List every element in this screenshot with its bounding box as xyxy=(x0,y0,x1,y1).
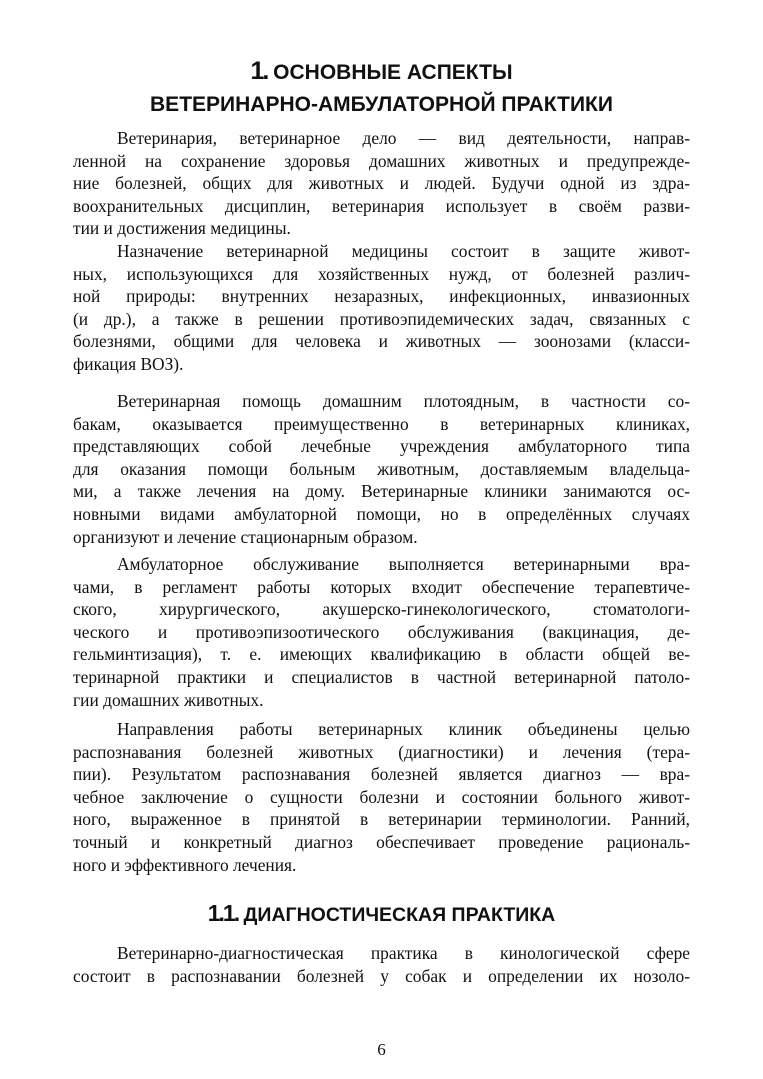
paragraph-line: ческого и противоэпизоотического обслуживания (вакцинация, де- xyxy=(73,621,690,642)
paragraph-line: болезнями, общими для человека и животных — зоонозами (класси- xyxy=(73,331,690,352)
paragraph-line: ных, использующихся для хозяйственных нужд, от болезней различ- xyxy=(73,263,690,284)
paragraph-line: ного, выраженное в принятой в ветеринарии терминологии. Ранний, xyxy=(73,809,690,830)
paragraph-line: чами, в регламент работы которых входит обеспечение терапевтиче- xyxy=(73,576,690,597)
paragraph-line: для оказания помощи больным животным, доставляемым владельца- xyxy=(73,458,690,479)
paragraph-line: ленной на сохранение здоровья домашних животных и предупрежде- xyxy=(73,150,690,171)
chapter-title xyxy=(73,55,690,121)
paragraph-4 xyxy=(73,553,690,711)
paragraph-line: новными видами амбулаторной помощи, но в определённых случаях xyxy=(73,503,690,524)
chapter-title-line-1 xyxy=(73,55,690,89)
paragraph-line: Назначение ветеринарной медицины состоит в защите живот- xyxy=(117,241,690,261)
paragraph-line: фикация ВОЗ). xyxy=(73,353,184,374)
paragraph-line: Направления работы ветеринарных клиник объединены целью xyxy=(117,719,690,739)
paragraph-1 xyxy=(73,127,690,240)
paragraph-line: гельминтизация), т. е. имеющих квалификацию в области общей ве- xyxy=(73,644,690,665)
paragraph-5 xyxy=(73,718,690,876)
paragraph-line: распознавания болезней животных (диагностики) и лечения (тера- xyxy=(73,741,690,762)
paragraph-line: чебное заключение о сущности болезни и состоянии больного живот- xyxy=(73,786,690,807)
paragraph-line: организуют и лечение стационарным образом. xyxy=(73,526,418,547)
paragraph-2 xyxy=(73,240,690,376)
paragraph-line: ского, хирургического, акушерско-гинекологического, стоматологи- xyxy=(73,599,690,620)
paragraph-line: ние болезней, общих для животных и людей. Будучи одной из здра- xyxy=(73,173,690,194)
chapter-number: 1. xyxy=(250,57,268,85)
chapter-title-line-2: ВЕТЕРИНАРНО-АМБУЛАТОРНОЙ ПРАКТИКИ xyxy=(150,93,613,116)
section-number: 1.1. xyxy=(207,900,239,926)
paragraph-line: ной природы: внутренних незаразных, инфекционных, инвазионных xyxy=(73,286,690,307)
paragraph-line: воохранительных дисциплин, ветеринария использует в своём разви- xyxy=(73,195,690,216)
paragraph-line: ми, а также лечения на дому. Ветеринарные клиники занимаются ос- xyxy=(73,481,690,502)
paragraph-3 xyxy=(73,390,690,548)
paragraph-line: тии и достижения медицины. xyxy=(73,218,291,239)
paragraph-line: точный и конкретный диагноз обеспечивает проведение рациональ- xyxy=(73,831,690,852)
paragraph-line: Ветеринария, ветеринарное дело — вид деятельности, направ- xyxy=(117,128,690,148)
paragraph-line: гии домашних животных. xyxy=(73,689,264,710)
paragraph-line: бакам, оказывается преимущественно в ветеринарных клиниках, xyxy=(73,413,690,434)
paragraph-line: Ветеринарная помощь домашним плотоядным, в частности со- xyxy=(117,391,690,411)
paragraph-line: Амбулаторное обслуживание выполняется ветеринарными вра- xyxy=(117,554,690,574)
paragraph-line: состоит в распознавании болезней у собак и определении их нозоло- xyxy=(73,965,690,986)
section-paragraph-1 xyxy=(73,942,690,987)
paragraph-line: Ветеринарно-диагностическая практика в кинологической сфере xyxy=(117,943,690,963)
paragraph-line: представляющих собой лечебные учреждения амбулаторного типа xyxy=(73,436,690,457)
section-title-text: ДИАГНОСТИЧЕСКАЯ ПРАКТИКА xyxy=(243,904,556,926)
chapter-title-text-1: ОСНОВНЫЕ АСПЕКТЫ xyxy=(273,61,513,84)
section-title xyxy=(73,898,690,930)
paragraph-line: ного и эффективного лечения. xyxy=(73,854,297,875)
paragraph-line: пии). Результатом распознавания болезней является диагноз — вра- xyxy=(73,764,690,785)
page-number: 6 xyxy=(377,1040,386,1059)
paragraph-line: (и др.), а также в решении противоэпидемических задач, связанных с xyxy=(73,308,690,329)
paragraph-line: теринарной практики и специалистов в частной ветеринарной патоло- xyxy=(73,666,690,687)
